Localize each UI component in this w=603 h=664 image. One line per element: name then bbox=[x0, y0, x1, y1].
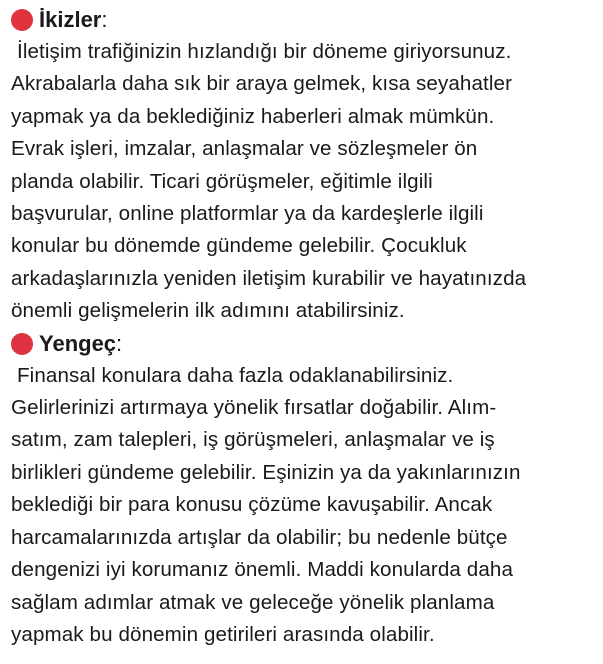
paragraph-line: dengenizi iyi korumanız önemli. Maddi konularda daha bbox=[11, 558, 514, 582]
section-heading bbox=[11, 328, 593, 360]
paragraph-line: konular bu dönemde gündeme gelebilir. Çocukluk bbox=[11, 234, 467, 258]
section-ikizler bbox=[11, 4, 593, 328]
paragraph-line: Finansal konulara daha fazla odaklanabilirsiniz. bbox=[17, 363, 454, 387]
sign-name: İkizler bbox=[39, 7, 102, 32]
heading-colon: : bbox=[116, 330, 123, 356]
paragraph-line: arkadaşlarınızla yeniden iletişim kurabilir ve hayatınızda bbox=[11, 266, 527, 290]
paragraph-line: harcamalarınızda artışlar da olabilir; bu nedenle bütçe bbox=[11, 525, 508, 549]
paragraph-line: yapmak ya da beklediğiniz haberleri almak mümkün. bbox=[11, 104, 495, 128]
paragraph-line: Evrak işleri, imzalar, anlaşmalar ve sözleşmeler ön bbox=[11, 137, 478, 161]
paragraph-line: birlikleri gündeme gelebilir. Eşinizin ya da yakınlarınızın bbox=[11, 460, 521, 484]
paragraph-line: beklediği bir para konusu çözüme kavuşabilir. Ancak bbox=[11, 493, 493, 517]
section-yengec bbox=[11, 328, 593, 652]
sign-name: Yengeç bbox=[39, 330, 117, 356]
section-paragraph bbox=[11, 36, 593, 328]
heading-colon: : bbox=[101, 7, 108, 32]
section-heading bbox=[11, 4, 593, 36]
paragraph-line: Akrabalarla daha sık bir araya gelmek, kısa seyahatler bbox=[11, 72, 513, 96]
paragraph-line: planda olabilir. Ticari görüşmeler, eğitimle ilgili bbox=[11, 169, 433, 193]
paragraph-line: yapmak bu dönemin getirileri arasında olabilir. bbox=[11, 622, 435, 646]
paragraph-line: önemli gelişmelerin ilk adımını atabilirsiniz. bbox=[11, 299, 405, 323]
section-paragraph bbox=[11, 360, 593, 652]
paragraph-line: satım, zam talepleri, iş görüşmeleri, anlaşmalar ve iş bbox=[11, 428, 495, 452]
red-circle-icon bbox=[11, 333, 33, 355]
paragraph-line: başvurular, online platformlar ya da kardeşlerle ilgili bbox=[11, 202, 484, 226]
paragraph-line: Gelirlerinizi artırmaya yönelik fırsatlar doğabilir. Alım- bbox=[11, 396, 497, 420]
red-circle-icon bbox=[11, 9, 33, 31]
paragraph-line: İletişim trafiğinizin hızlandığı bir döneme giriyorsunuz. bbox=[17, 40, 512, 63]
paragraph-line: sağlam adımlar atmak ve geleceğe yönelik planlama bbox=[11, 590, 495, 614]
